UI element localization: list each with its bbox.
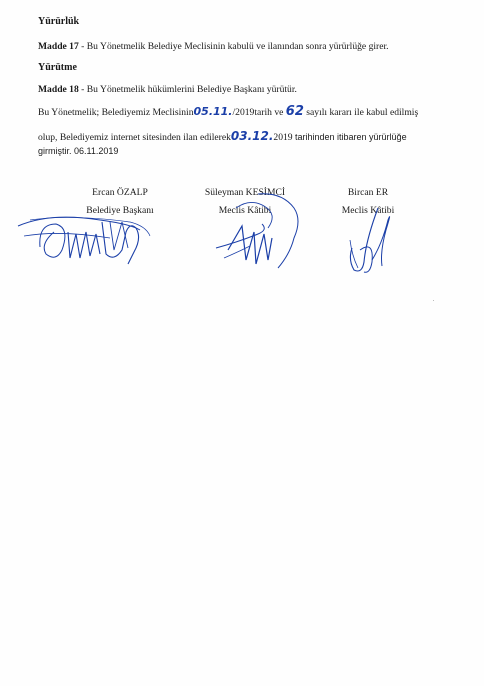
signature-3-drawing [330,200,410,280]
scan-speck [433,300,434,301]
madde-17-text: - Bu Yönetmelik Belediye Meclisinin kabulü ve ilanından sonra yürürlüğe girer. [78,41,389,52]
paragraph-line-1 [38,104,418,119]
signature-1-drawing [10,192,160,272]
heading-yururluk: Yürürlük [38,16,80,27]
signatory-2-name: Süleyman KESİMCİ [204,187,286,198]
madde-18 [38,84,297,95]
madde-17 [38,41,389,52]
paragraph-line-2 [38,129,407,143]
paragraph-line-2-part-2: 2019 [273,132,293,143]
signature-2-drawing [198,188,308,278]
signatory-3-name: Bircan ER [347,187,389,198]
paragraph-part-1: Bu Yönetmelik; Belediyemiz Meclisinin [38,107,194,118]
signatory-1-name: Ercan ÖZALP [92,187,148,198]
heading-yurutme: Yürütme [38,62,77,73]
paragraph-part-2: /2019tarih ve [232,107,284,118]
signatory-3-title: Meclis Kâtibi [341,205,395,216]
madde-18-text: - Bu Yönetmelik hükümlerini Belediye Başkanı yürütür. [78,84,297,95]
handwritten-number: 62 [285,104,304,119]
paragraph-line-2-part-1: olup, Belediyemiz internet sitesinden ilan edilerek [38,132,231,143]
signatory-2-title: Meclis Kâtibi [218,205,272,216]
handwritten-date-2: 03.12. [230,129,274,143]
paragraph-line-2-part-3: tarihinden itibaren yürürlüğe [295,132,407,142]
madde-18-label: Madde 18 [38,84,79,95]
paragraph-part-3: sayılı kararı ile kabul edilmiş [306,107,419,118]
signatory-1-title: Belediye Başkanı [86,205,154,216]
paragraph-line-3: girmiştir. 06.11.2019 [38,146,119,156]
madde-17-label: Madde 17 [38,41,79,52]
handwritten-date-1: 05.11. [193,105,233,118]
